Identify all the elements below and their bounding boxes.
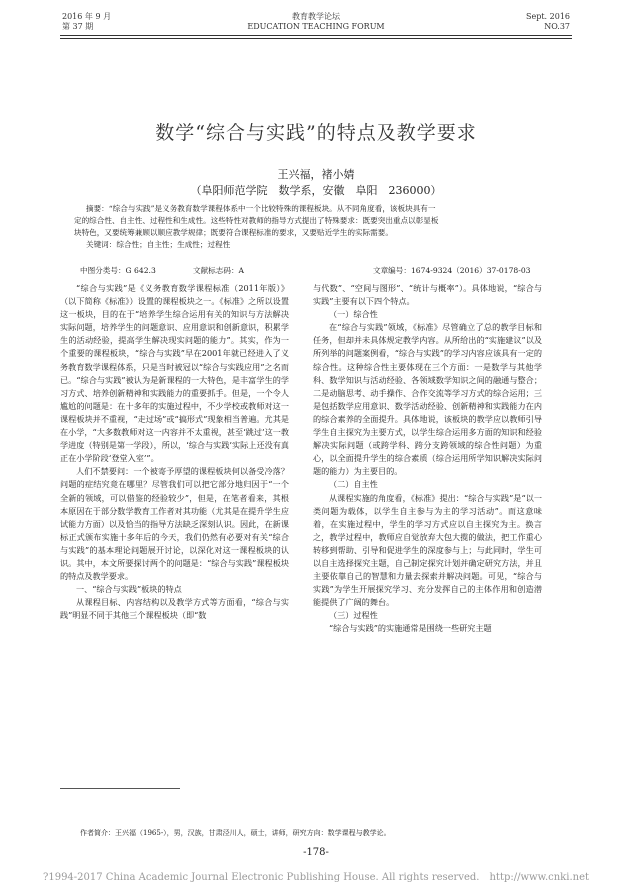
running-header-date-en	[526, 12, 570, 32]
paragraph: “综合与实践”是《义务教育数学课程标准（2011年版）》（以下简称《标准》）设置的课程板块之一。《标准》之所以设置这一板块，目的在于“培养学生综合运用有关的知识与方法解决实际问题，培养学生的问题意识、应用意识和创新意识，积累学生的活动经验，提高学生解决现实问题的能力”。其实，作为一个重要的课程板块，“综合与实践”早在2001年就已经进入了义务教育数学课程体系，只是当时被冠以“综合与实践应用”之名而已。“综合与实践”被认为是新课程的一大特色，是丰富学生的学习方式、培养创新精神和实践能力的重要抓手。但是，一个令人尴尬的问题是：在十多年的实施过程中，不少学校或教师对这一课程板块并不重视，“走过场”或“搞形式”现象相当普遍。尤其是在小学，“大多数教师对这一内容并不太重视，甚至‘跳过’这一教学进度（特别是第一学段），所以，‘综合与实践’实际上还没有真正在小学阶段‘登堂入室’”。	[60, 283, 289, 464]
paragraph: 从课程实施的角度看，《标准》提出：“综合与实践”是“以一类问题为载体，以学生自主参与为主的学习活动”。而这意味着，在实施过程中，学生的学习方式应以自主探究为主。换言之，教学过程中，教师应自觉放弃大包大揽的做法，把工作重心转移到帮助、引导和促进学生的深度参与上；与此同时，学生可以自主选择探究主题，自己制定探究计划并确定研究方法，并且主要依靠自己的智慧和力量去探索并解决问题。可见，“综合与实践”为学生开展探究学习、充分发挥自己的主体作用和创造潜能提供了广阔的舞台。	[313, 492, 542, 608]
paragraph: 从课程目标、内容结构以及教学方式等方面看，“综合与实践”明显不同于其他三个课程板块（即“数	[60, 597, 289, 621]
abstract-line-1: 摘要：“综合与实践”是义务教育数学课程体系中一个比较特殊的课程板块。从不同角度看，该板块具有一	[86, 204, 436, 213]
authors: 王兴福，褚小婧	[277, 168, 355, 181]
subsection-heading: （一）综合性	[329, 309, 378, 320]
journal-name-en: EDUCATION TEACHING FORUM	[247, 22, 385, 31]
header-date: 2016 年 9 月	[62, 12, 112, 21]
abstract-line-3: 块特色，又要统筹兼顾以顺应教学规律；既要符合课程标准的要求，又要贴近学生的实际需要。	[74, 228, 393, 237]
clc-number: 中图分类号：G 642.3	[80, 266, 156, 275]
page-number: -178-	[303, 847, 329, 858]
paragraph: 人们不禁要问：一个被寄予厚望的课程板块何以备受冷落？问题的症结究竟在哪里？尽管我们可以把它部分地归因于“一个全新的领域，可以借鉴的经验较少”，但是，在笔者看来，其根本原因在于部分数学教育工作者对其功能（尤其是在提升学生应试能力方面）以及恰当的指导方法缺乏深刻认识。因此，在新课标正式颁布实施十多年后的今天，我们仍然有必要对有关“综合与实践”的基本理论问题展开讨论，以深化对这一课程板块的认识。其中，本文所要探讨两个的问题是：“综合与实践”课程板块的特点及教学要求。	[60, 466, 289, 582]
header-issue: 第 37 期	[62, 22, 94, 31]
header-issue-en: NO.37	[544, 22, 570, 31]
keywords: 关键词：综合性；自主性；生成性；过程性	[86, 240, 231, 249]
left-column	[60, 282, 289, 622]
paragraph: “综合与实践”的实施通常是围绕一些研究主题	[329, 623, 492, 634]
subsection-heading: （二）自主性	[329, 479, 378, 490]
journal-name-cn: 教育教学论坛	[292, 12, 340, 21]
footnote-rule	[60, 788, 180, 789]
author-footnote: 作者简介：王兴福（1965-），男，汉族，甘肃泾川人，硕士，讲师，研究方向：数学课程与教学论。	[80, 829, 391, 837]
section-heading: 一、“综合与实践”板块的特点	[76, 584, 182, 595]
document-code: 文献标志码：A	[193, 266, 245, 275]
paragraph: 在“综合与实践”领域，《标准》尽管确立了总的教学目标和任务，但却并未具体规定教学内容。从所给出的“实施建议”以及所列举的问题案例看，“综合与实践”的学习内容应该具有一定的综合性。这种综合性主要体现在三个方面：一是数学与其他学科、数学知识与活动经验、各领域数学知识之间的融通与整合；二是动脑思考、动手操作、合作交流等学习方式的综合运用；三是包括数学应用意识、数学活动经验、创新精神和实践能力在内的综合素养的全面提升。具体地说，该板块的教学应以教师引导学生自主探究为主要方式，以学生综合运用多方面的知识和经验解决实际问题（或跨学科、跨分支跨领域的综合性问题）为重心，以全面提升学生的综合素质（综合运用所学知识解决实际问题的能力）为主要目的。	[313, 322, 542, 477]
abstract-line-2: 定的综合性、自主性、过程性和生成性。这些特性对教师的指导方式提出了特殊要求：既要突出重点以彰显板	[74, 216, 439, 225]
copyright-line: ?1994-2017 China Academic Journal Electronic Publishing House. All rights reserved. http://www.cnki.net	[42, 872, 589, 883]
header-date-en: Sept. 2016	[526, 12, 570, 21]
header-rule-thin	[60, 38, 572, 39]
affiliation: （阜阳师范学院 数学系，安徽 阜阳 236000）	[190, 184, 442, 197]
article-title: 数学“综合与实践”的特点及教学要求	[155, 122, 477, 144]
paragraph: 与代数”、“空间与图形”、“统计与概率”）。具体地说，“综合与实践”主要有以下四个特点。	[313, 283, 542, 307]
right-column	[313, 282, 542, 636]
article-number: 文章编号：1674-9324（2016）37-0178-03	[373, 266, 531, 275]
header-rule	[60, 35, 572, 36]
subsection-heading: （三）过程性	[329, 610, 378, 621]
